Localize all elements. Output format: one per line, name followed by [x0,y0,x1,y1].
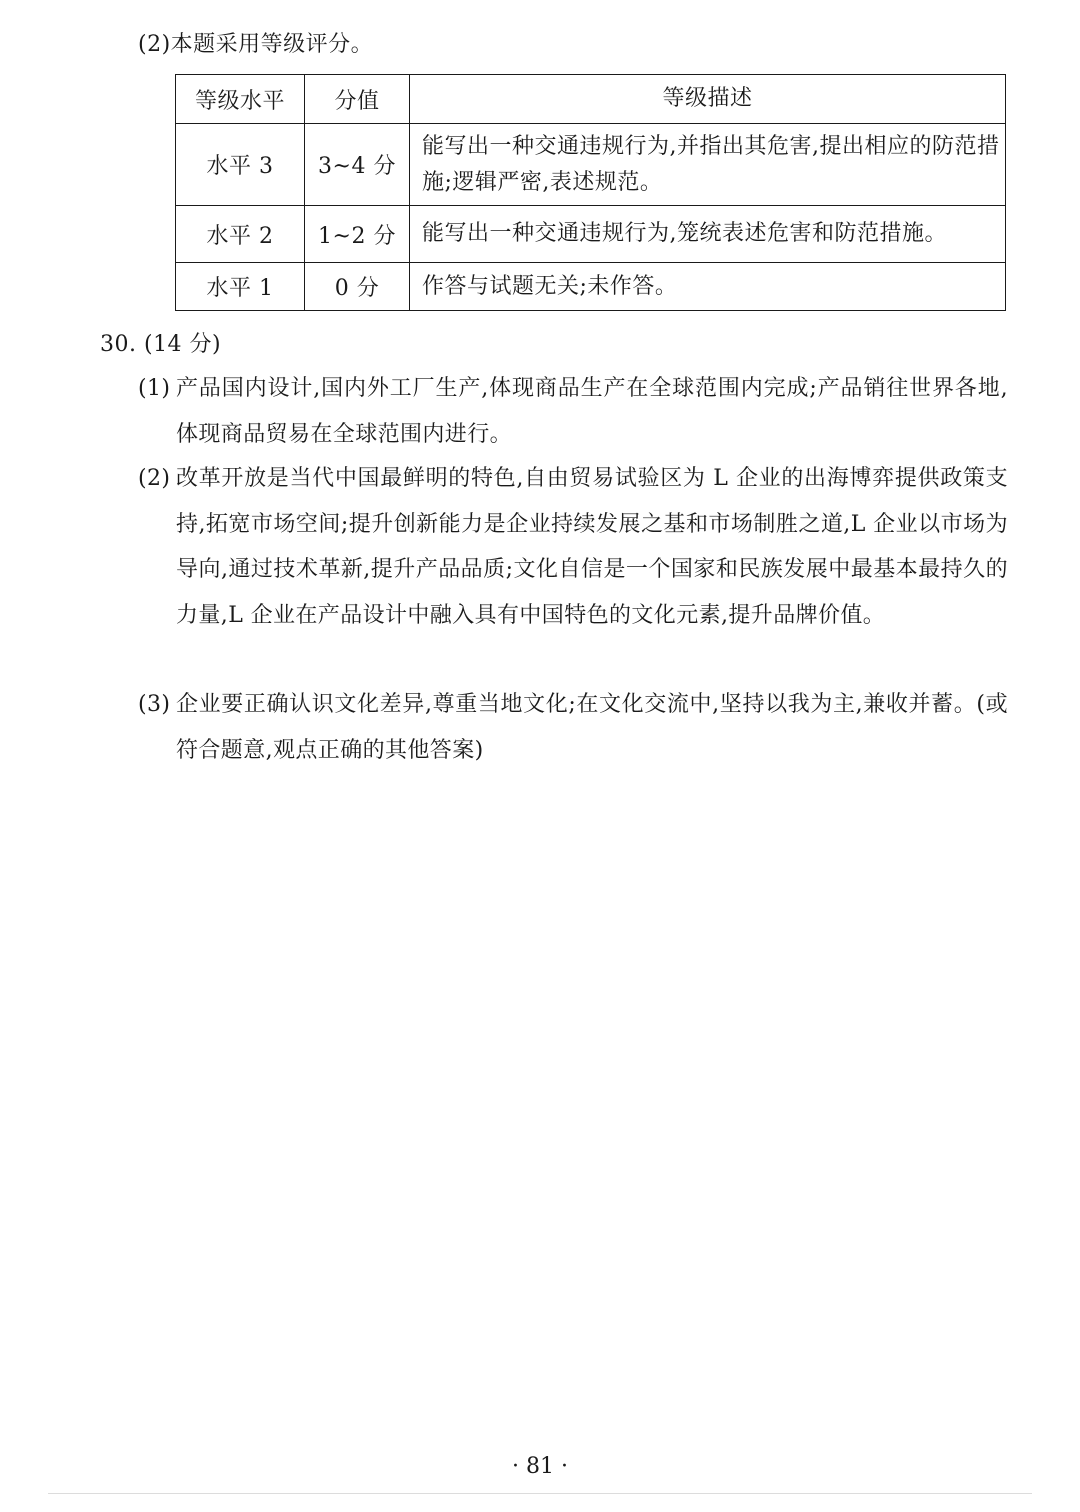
table-row [176,206,1006,263]
cell-description: 能写出一种交通违规行为,笼统表述危害和防范措施。 [410,206,1006,263]
answer-text: 产品国内设计,国内外工厂生产,体现商品生产在全球范围内完成;产品销往世界各地,体现商品贸易在全球范围内进行。 [176,376,1008,447]
answer-label: (1) [138,376,171,401]
answer-item-1 [138,366,1008,457]
header-level: 等级水平 [176,75,305,124]
header-score: 分值 [305,75,410,124]
answer-item-2 [138,456,1008,638]
answer-label: (3) [138,692,171,717]
header-description: 等级描述 [410,75,1006,124]
table-row [176,263,1006,311]
cell-score: 1~2 分 [305,206,410,263]
bottom-divider [48,1493,1032,1494]
grading-intro: (2)本题采用等级评分。 [138,32,374,57]
grading-table [175,74,1006,311]
cell-level: 水平 3 [176,124,305,206]
cell-score: 0 分 [305,263,410,311]
page-number: · 81 · [512,1454,568,1479]
answer-text: 企业要正确认识文化差异,尊重当地文化;在文化交流中,坚持以我为主,兼收并蓄。(或符合题意,观点正确的其他答案) [176,692,1008,763]
answer-text: 改革开放是当代中国最鲜明的特色,自由贸易试验区为 L 企业的出海博弈提供政策支持,拓宽市场空间;提升创新能力是企业持续发展之基和市场制胜之道,L 企业以市场为导向,通过技术革新,提升产品品质;文化自信是一个国家和民族发展中最基本最持久的力量,L 企业在产品设计中融入具有中国特色的文化元素,提升品牌价值。 [176,466,1008,628]
answer-item-3 [138,682,1008,773]
answer-label: (2) [138,466,171,491]
cell-level: 水平 2 [176,206,305,263]
cell-description: 作答与试题无关;未作答。 [410,263,1006,311]
cell-description: 能写出一种交通违规行为,并指出其危害,提出相应的防范措施;逻辑严密,表述规范。 [410,124,1006,206]
cell-level: 水平 1 [176,263,305,311]
question-title: 30. (14 分) [100,332,222,357]
cell-score: 3~4 分 [305,124,410,206]
table-header-row [176,75,1006,124]
table-row [176,124,1006,206]
